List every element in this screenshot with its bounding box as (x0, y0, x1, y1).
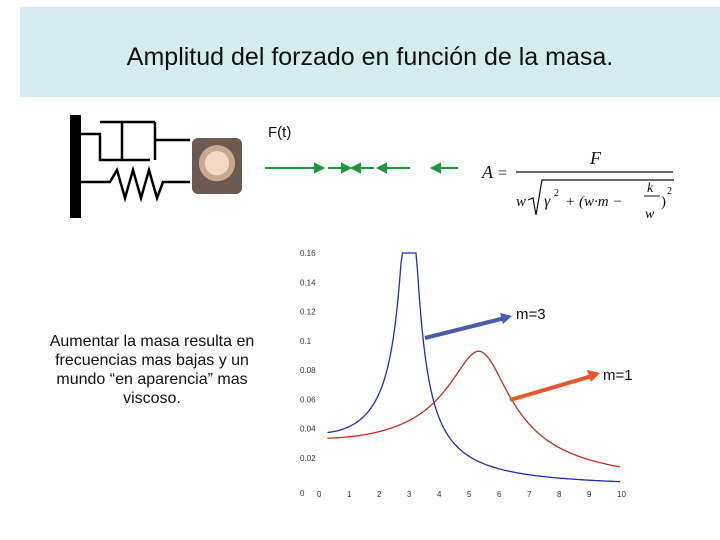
y-tick-label: 0 (300, 489, 305, 498)
formula-term: (w·m − (579, 194, 623, 210)
x-tick-label: 5 (467, 490, 472, 499)
x-tick-label: 7 (527, 490, 532, 499)
label-m3: m=3 (516, 306, 546, 323)
mass-face-photo (192, 138, 242, 194)
y-tick-label: 0.08 (300, 366, 316, 375)
y-tick-label: 0.02 (300, 453, 316, 463)
x-tick-label: 2 (377, 490, 382, 499)
curve-m1 (328, 351, 621, 467)
formula-w-denom: w (645, 207, 655, 222)
x-tick-label: 0 (317, 490, 322, 499)
formula-exp1: 2 (554, 188, 559, 199)
formula-lhs: A (482, 162, 493, 182)
y-tick-label: 0.1 (300, 336, 312, 346)
curve-m3 (328, 253, 621, 482)
formula-close: ) (661, 194, 666, 210)
x-tick-label: 1 (347, 490, 352, 499)
spring (81, 170, 190, 198)
force-label: F(t) (268, 124, 292, 141)
x-tick-label: 6 (497, 490, 502, 499)
force-arrows (265, 164, 458, 172)
x-tick-label: 4 (437, 490, 442, 499)
amplitude-plot (290, 240, 640, 505)
x-tick-label: 9 (587, 490, 592, 499)
x-tick-label: 8 (557, 490, 562, 499)
damper (81, 122, 190, 160)
y-tick-label: 0.16 (300, 249, 316, 258)
x-tick-label: 10 (617, 490, 626, 499)
formula-exp2: 2 (667, 186, 672, 197)
label-m1: m=1 (603, 367, 633, 384)
page-title: Amplitud del forzado en función de la masa. (126, 43, 614, 71)
title-bar (20, 7, 720, 97)
y-tick-label: 0.14 (300, 278, 316, 288)
formula-numerator: F (590, 148, 601, 168)
wall (70, 115, 81, 218)
amplitude-formula (478, 140, 678, 230)
x-tick-label: 3 (407, 490, 412, 499)
formula-w: w (516, 194, 527, 210)
y-tick-label: 0.06 (300, 395, 316, 405)
y-tick-label: 0.04 (300, 424, 316, 434)
formula-k: k (647, 181, 654, 196)
formula-plus: + (566, 194, 575, 210)
formula-gamma: γ (544, 193, 551, 210)
y-tick-label: 0.12 (300, 307, 316, 317)
formula-equals: = (498, 165, 508, 182)
explanation-text: Aumentar la masa resulta en frecuencias mas bajas y un mundo “en aparencia” mas viscoso. (49, 333, 255, 407)
